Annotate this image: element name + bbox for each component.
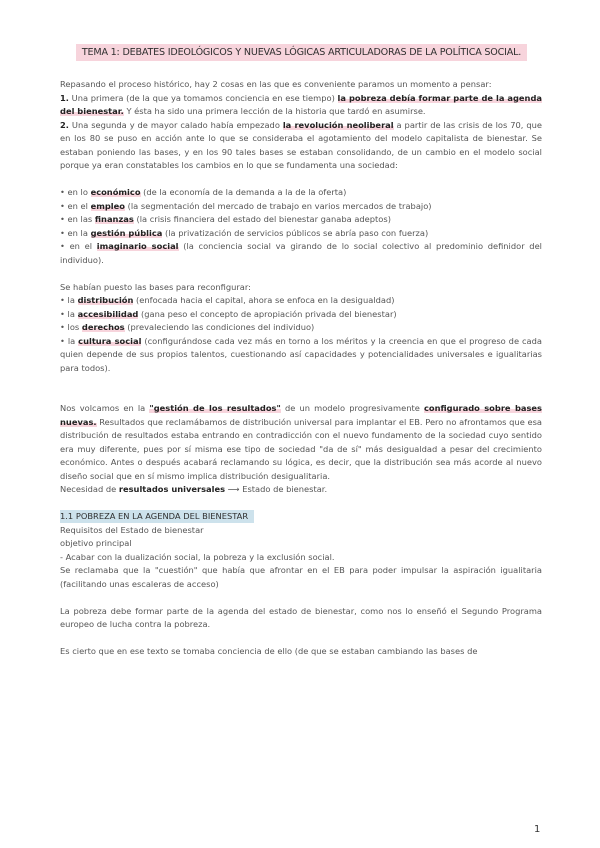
bullet-list-changes — [60, 186, 542, 267]
page-title: TEMA 1: DEBATES IDEOLÓGICOS Y NUEVAS LÓGICAS ARTICULADORAS DE LA POLÍTICA SOCIAL. — [76, 44, 527, 61]
section-paragraph-3: Es cierto que en ese texto se tomaba conciencia de ello (de que se estaban cambiando las bases de — [60, 646, 478, 656]
list-item: • en lo económico (de la economía de la demanda a la de la oferta) — [60, 187, 347, 197]
list-item: • los derechos (prevaleciendo las condiciones del individuo) — [60, 322, 315, 332]
bullet-list-reconfigure — [60, 294, 542, 375]
list-item: • la accesibilidad (gana peso el concepto de apropiación privada del bienestar) — [60, 308, 397, 319]
bases-intro: Se habían puesto las bases para reconfigurar: — [60, 281, 251, 292]
point-1-highlight: la pobreza debía formar parte de la agenda del bienestar. — [60, 92, 543, 116]
point-1: 1. Una primera (de la que ya tomamos conciencia en ese tiempo) la pobreza debía formar parte de la agenda del bienestar. Y ésta ha sido una primera lección de la historia que tardó en asumirse. — [60, 92, 543, 116]
section-line-2: objetivo principal — [60, 538, 132, 548]
document-body — [60, 78, 542, 659]
section-heading: 1.1 POBREZA EN LA AGENDA DEL BIENESTAR — [60, 510, 254, 523]
section-line-1: Requisitos del Estado de bienestar — [60, 524, 204, 535]
point-1-number: 1. — [60, 92, 69, 103]
section-paragraph-1: Se reclamaba que la "cuestión" que había que afrontar en el EB para poder impulsar la aspiración igualitaria (facilitando unas escaleras de acceso) — [60, 565, 542, 589]
list-item: • en el imaginario social (la conciencia social va girando de lo social colectivo al predominio definidor del individuo). — [60, 241, 542, 265]
results-need: Necesidad de resultados universales ⟶ Estado de bienestar. — [60, 484, 328, 494]
page-number: 1 — [534, 824, 541, 835]
section-paragraph-2: La pobreza debe formar parte de la agenda del estado de bienestar, como nos lo enseñó el Segundo Programa europeo de lucha contra la pobreza. — [60, 605, 542, 629]
list-item: • en la gestión pública (la privatización de servicios públicos se abría paso con fuerza) — [60, 227, 429, 238]
list-item: • en el empleo (la segmentación del mercado de trabajo en varios mercados de trabajo) — [60, 200, 432, 211]
section-dash-item: - Acabar con la dualización social, la pobreza y la exclusión social. — [60, 551, 335, 562]
list-item: • la distribución (enfocada hacia el capital, ahora se enfoca en la desigualdad) — [60, 295, 395, 305]
results-paragraph: Nos volcamos en la "gestión de los resultados" de un modelo progresivamente configurado sobre bases nuevas. Resultados que reclamábamos de distribución universal para implantar el EB. Pero no afrontamos que esa distribución de resultados estaba entrando en contradicción con el nuevo fundamento de la sociedad cuyo sentido era muy diferente, pues por sí misma ese tipo de sociedad "da de sí" más desigualdad a pesar del crecimiento económico. Antes o después acabará reclamando su lógica, es decir, que la distribución sea más acorde al nuevo diseño social que en sí mismo implica distribución desigualitaria. — [60, 403, 542, 481]
point-2-number: 2. — [60, 119, 69, 130]
list-item: • la cultura social (configurándose cada vez más en torno a los méritos y la creencia en que el progreso de cada quien depende de sus propios talentos, cuestionando así capacidades y potencialidades universales e igualitarias para todos). — [60, 335, 542, 373]
list-item: • en las finanzas (la crisis financiera del estado del bienestar ganaba adeptos) — [60, 214, 391, 224]
intro-line: Repasando el proceso histórico, hay 2 cosas en las que es conveniente paramos un momento a pensar: — [60, 79, 492, 89]
point-2: 2. Una segunda y de mayor calado había empezado la revolución neoliberal a partir de las crisis de los 70, que en los 80 se puso en acción ante lo que se consideraba el agotamiento del modelo capitalista de bienestar. Se estaban poniendo las bases, y en los 90 tales bases se estaban consolidando, de un cambio en el modelo social porque ya eran constatables los cambios en lo que se fundamenta una sociedad: — [60, 119, 542, 170]
point-2-highlight: la revolución neoliberal — [282, 119, 394, 130]
